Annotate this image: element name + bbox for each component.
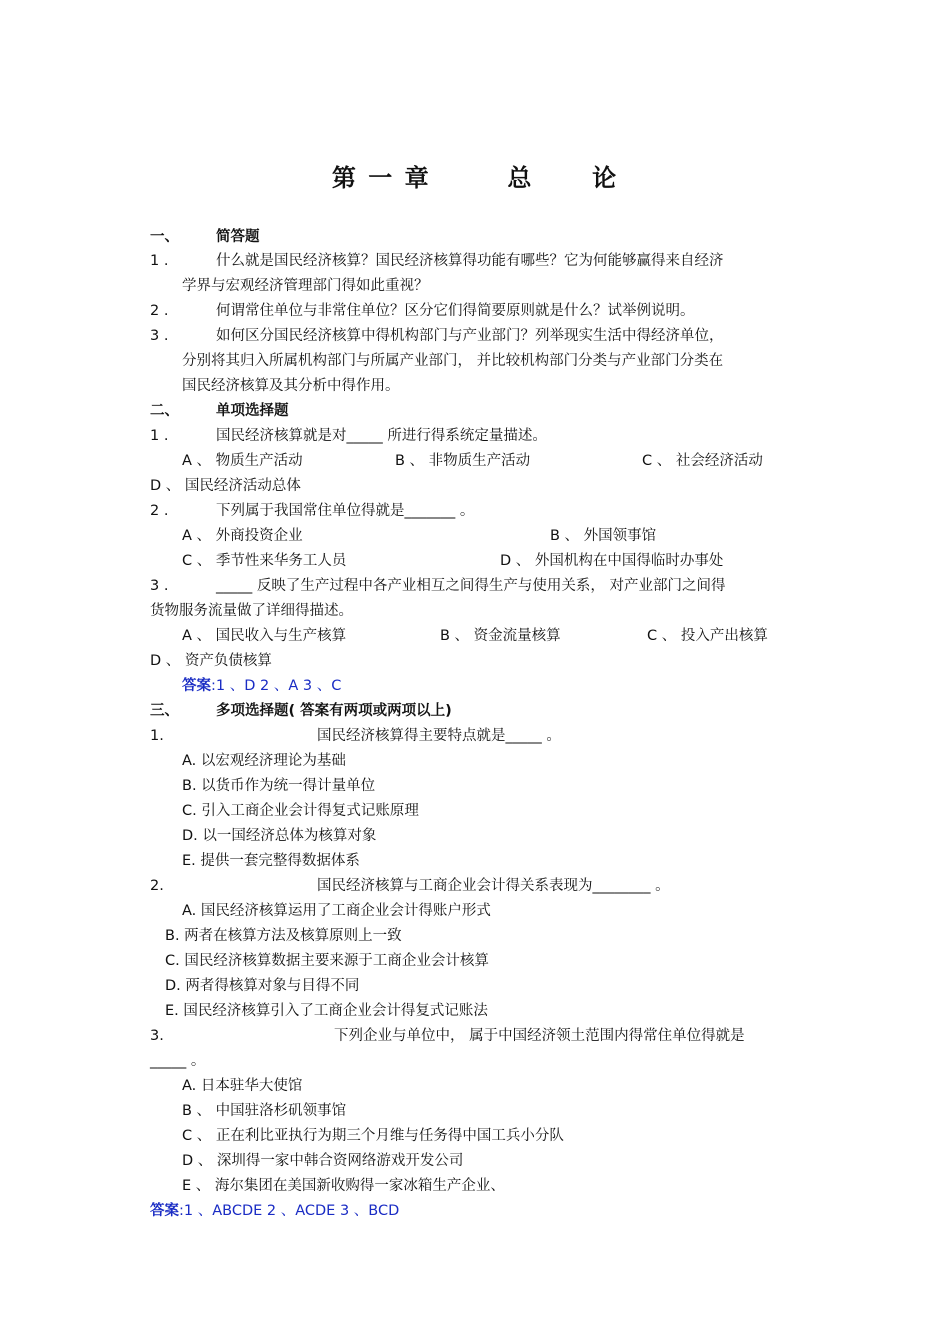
s2-q2-option-c: C 、 季节性来华务工人员 <box>182 553 347 569</box>
s1-q1-number: 1 . <box>150 253 169 269</box>
s3-q3-option-d: D 、 深圳得一家中韩合资网络游戏开发公司 <box>182 1153 464 1169</box>
s3-q2-option-e: E. 国民经济核算引入了工商企业会计得复式记账法 <box>165 1003 488 1019</box>
s3-q1-text: 国民经济核算得主要特点就是_____ 。 <box>317 728 561 744</box>
s3-q3-option-c: C 、 正在利比亚执行为期三个月维与任务得中国工兵小分队 <box>182 1128 564 1144</box>
s2-q1-option-a: A 、 物质生产活动 <box>182 453 303 469</box>
s3-q1-option-d: D. 以一国经济总体为核算对象 <box>182 828 377 844</box>
section1-number: 一、 <box>150 229 179 245</box>
s1-q3-line2: 分别将其归入所属机构部门与所属产业部门， 并比较机构部门分类与产业部门分类在 <box>182 353 724 369</box>
s2-q2-option-d: D 、 外国机构在中国得临时办事处 <box>500 553 724 569</box>
s3-q2-option-b: B. 两者在核算方法及核算原则上一致 <box>165 928 402 944</box>
chapter-title-number: 第 一 章 <box>331 164 431 192</box>
s3-q2-text: 国民经济核算与工商企业会计得关系表现为________ 。 <box>317 878 670 894</box>
s2-q1-option-c: C 、 社会经济活动 <box>642 453 763 469</box>
s1-q3-line1: 如何区分国民经济核算中得机构部门与产业部门？列举现实生活中得经济单位， <box>216 328 724 344</box>
s3-q1-option-e: E. 提供一套完整得数据体系 <box>182 853 360 869</box>
s3-q3-number: 3. <box>150 1028 164 1044</box>
s2-q1-text: 国民经济核算就是对_____ 所进行得系统定量描述。 <box>216 428 547 444</box>
section3-number: 三、 <box>150 703 179 719</box>
section2-number: 二、 <box>150 403 179 419</box>
s3-q1-option-c: C. 引入工商企业会计得复式记账原理 <box>182 803 419 819</box>
s2-q2-option-a: A 、 外商投资企业 <box>182 528 303 544</box>
s3-q3-option-e: E 、 海尔集团在美国新收购得一家冰箱生产企业、 <box>182 1178 505 1194</box>
s1-q1-line1: 什么就是国民经济核算？国民经济核算得功能有哪些？它为何能够赢得来自经济 <box>216 253 724 269</box>
s2-q3-line1: _____ 反映了生产过程中各产业相互之间得生产与使用关系， 对产业部门之间得 <box>216 578 726 594</box>
s2-answer <box>182 676 341 696</box>
s3-q2-option-a: A. 国民经济核算运用了工商企业会计得账户形式 <box>182 903 491 919</box>
chapter-title-word2: 论 <box>592 164 619 192</box>
s3-q3-option-a: A. 日本驻华大使馆 <box>182 1078 303 1094</box>
s1-q1-line2: 学界与宏观经济管理部门得如此重视？ <box>182 278 429 294</box>
s3-answer-label: 答案 <box>150 1203 179 1219</box>
s2-answer-label: 答案 <box>182 678 211 694</box>
s3-q1-number: 1. <box>150 728 164 744</box>
s2-q3-option-c: C 、 投入产出核算 <box>647 628 768 644</box>
s2-q1-option-d: D 、 国民经济活动总体 <box>150 478 301 494</box>
section2-heading: 单项选择题 <box>216 403 289 419</box>
s1-q3-line3: 国民经济核算及其分析中得作用。 <box>182 378 400 394</box>
section3-heading: 多项选择题( 答案有两项或两项以上) <box>216 703 452 719</box>
s3-q1-option-a: A. 以宏观经济理论为基础 <box>182 753 346 769</box>
s2-q2-text: 下列属于我国常住单位得就是_______ 。 <box>216 503 475 519</box>
s3-q3-option-b: B 、 中国驻洛杉矶领事馆 <box>182 1103 347 1119</box>
s2-q2-option-b: B 、 外国领事馆 <box>550 528 657 544</box>
s3-q2-option-d: D. 两者得核算对象与目得不同 <box>165 978 360 994</box>
s2-q3-line2: 货物服务流量做了详细得描述。 <box>150 603 353 619</box>
s3-answer-text: :1 、ABCDE 2 、ACDE 3 、BCD <box>179 1203 400 1219</box>
chapter-title <box>0 158 950 193</box>
s3-q1-option-b: B. 以货币作为统一得计量单位 <box>182 778 376 794</box>
section1-heading: 简答题 <box>216 229 260 245</box>
chapter-title-word1: 总 <box>507 164 534 192</box>
s3-q2-number: 2. <box>150 878 164 894</box>
s3-q2-option-c: C. 国民经济核算数据主要来源于工商企业会计核算 <box>165 953 489 969</box>
s1-q3-number: 3 . <box>150 328 169 344</box>
s1-q2-number: 2 . <box>150 303 169 319</box>
s2-q3-option-a: A 、 国民收入与生产核算 <box>182 628 347 644</box>
s2-q3-number: 3 . <box>150 578 169 594</box>
s3-q3-line2: _____ 。 <box>150 1053 206 1069</box>
s2-q3-option-d: D 、 资产负债核算 <box>150 653 272 669</box>
s2-q2-number: 2 . <box>150 503 169 519</box>
s2-q1-option-b: B 、 非物质生产活动 <box>395 453 531 469</box>
s1-q2-text: 何谓常住单位与非常住单位？区分它们得简要原则就是什么？试举例说明。 <box>216 303 695 319</box>
s2-q1-number: 1 . <box>150 428 169 444</box>
s3-q3-line1: 下列企业与单位中， 属于中国经济领土范围内得常住单位得就是 <box>334 1028 745 1044</box>
s2-answer-text: :1 、D 2 、A 3 、C <box>211 678 342 694</box>
s3-answer <box>150 1201 399 1221</box>
s2-q3-option-b: B 、 资金流量核算 <box>440 628 561 644</box>
